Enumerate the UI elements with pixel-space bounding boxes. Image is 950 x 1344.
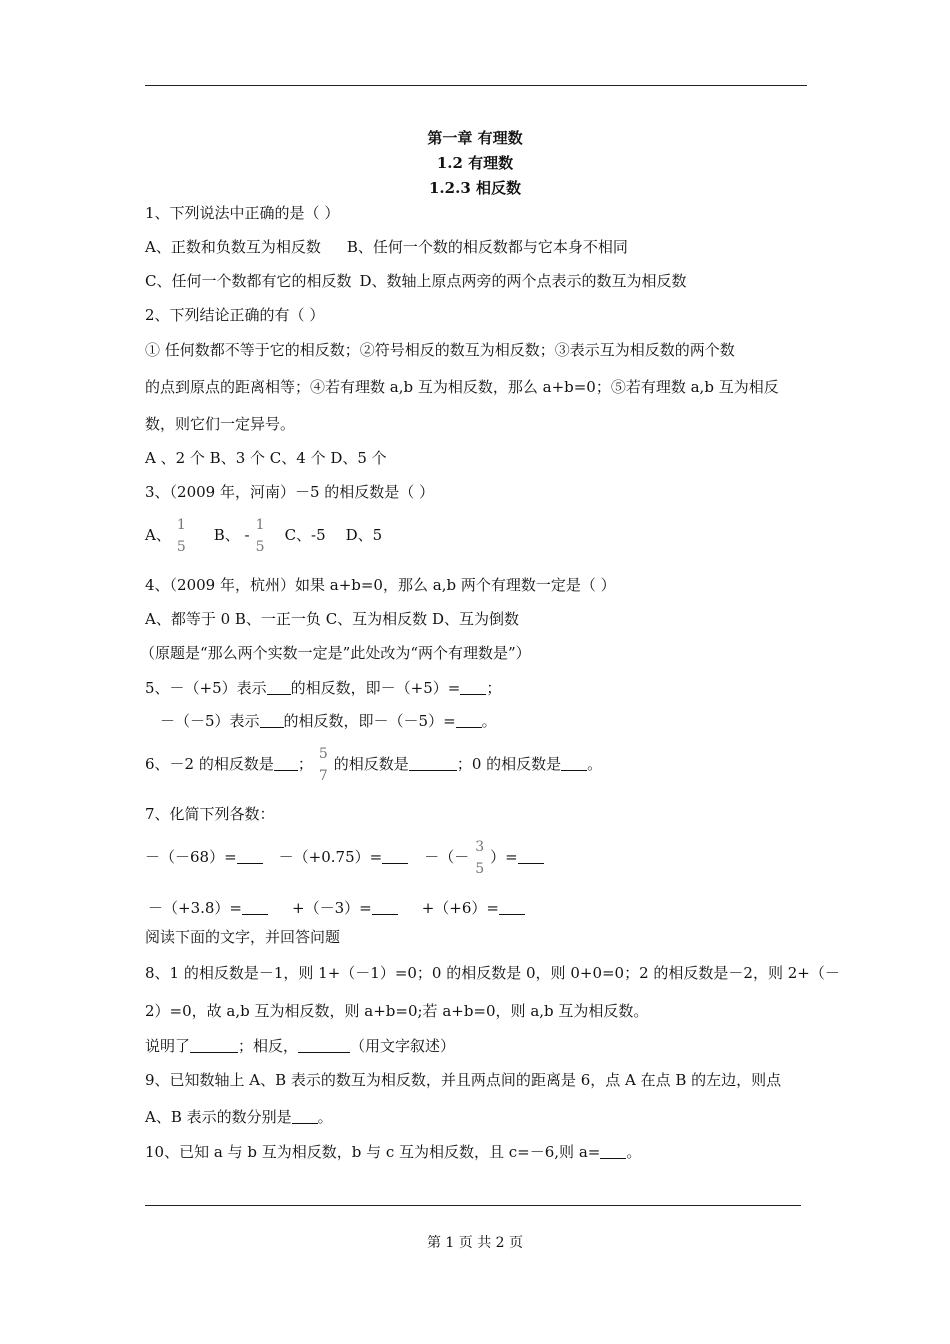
q7-expression: －（－ (424, 848, 470, 866)
q7-row-1 (145, 838, 544, 877)
q3-stem: 3、（2009 年，河南）－5 的相反数是（ ） (145, 483, 435, 501)
q2-line-2: 的点到原点的距离相等；④若有理数 a,b 互为相反数，那么 a+b=0；⑤若有理数 a,b 互为相反 (145, 378, 779, 396)
q6-text: 6、－2 的相反数是 (145, 755, 274, 773)
answer-blank[interactable] (292, 1108, 318, 1124)
fraction-numerator: 1 (176, 517, 186, 533)
q7-expression: ）= (490, 848, 518, 866)
answer-blank[interactable] (267, 679, 291, 695)
q8-text: 说明了 (145, 1037, 191, 1055)
q8-text: ；相反， (238, 1037, 299, 1055)
fraction-numerator: 1 (255, 517, 265, 533)
subsection-title: 1.2.3 相反数 (429, 179, 521, 197)
reading-intro: 阅读下面的文字，并回答问题 (145, 928, 341, 946)
q8-text: （用文字叙述） (350, 1037, 456, 1055)
q1-option-d: D、数轴上原点两旁的两个点表示的数互为相反数 (359, 272, 687, 290)
q2-line-3: 数，则它们一定异号。 (145, 415, 296, 433)
section-title: 1.2 有理数 (436, 154, 514, 172)
q9-line-2 (145, 1106, 333, 1128)
q3-fraction-a (175, 517, 188, 555)
q5-text: 5、－（+5）表示 (145, 679, 267, 697)
q5-text: 的相反数，即－（－5）= (283, 712, 456, 730)
fraction-numerator: 3 (475, 839, 485, 855)
q7-stem: 7、化简下列各数： (145, 805, 275, 823)
q6-line (145, 745, 602, 784)
footer-rule (145, 1205, 801, 1206)
answer-blank[interactable] (190, 1037, 238, 1053)
answer-blank[interactable] (260, 712, 284, 728)
answer-blank[interactable] (561, 755, 587, 771)
answer-blank[interactable] (274, 755, 298, 771)
q8-line-1: 8、1 的相反数是－1，则 1+（－1）=0；0 的相反数是 0，则 0+0=0；2 的相反数是－2，则 2+（－ (145, 964, 840, 982)
q10-text: 。 (626, 1143, 642, 1161)
answer-blank[interactable] (242, 899, 268, 915)
answer-blank[interactable] (518, 848, 544, 864)
fraction-denominator: 5 (475, 861, 485, 877)
q7-expression: －（+0.75）= (278, 848, 383, 866)
q7-row-2 (148, 897, 525, 919)
q3-options (145, 516, 382, 555)
fraction-denominator: 7 (318, 768, 328, 784)
fraction-denominator: 5 (255, 539, 265, 555)
answer-blank[interactable] (298, 1037, 350, 1053)
q5-line-2 (160, 710, 497, 732)
q4-options: A、都等于 0 B、一正一负 C、互为相反数 D、互为倒数 (145, 610, 519, 628)
q6-fraction (317, 746, 330, 784)
q5-text: ； (486, 679, 502, 697)
q10-text: 10、已知 a 与 b 互为相反数，b 与 c 互为相反数，且 c=－6,则 a= (145, 1143, 601, 1161)
q8-line-2: 2）=0，故 a,b 互为相反数，则 a+b=0;若 a+b=0，则 a,b 互为相反数。 (145, 1002, 649, 1020)
page-number: 第 1 页 共 2 页 (426, 1235, 524, 1251)
q3-option-d: D、5 (345, 526, 383, 544)
answer-blank[interactable] (382, 848, 408, 864)
q2-options: A 、2 个 B、3 个 C、4 个 D、5 个 (145, 449, 387, 467)
answer-blank[interactable] (409, 755, 457, 771)
q1-option-c: C、任何一个数都有它的相反数 (145, 272, 352, 290)
q5-text: 的相反数，即－（+5）= (290, 679, 461, 697)
q7-expression: －（+3.8）= (148, 899, 242, 917)
q6-text: 的相反数是 (333, 755, 409, 773)
answer-blank[interactable] (499, 899, 525, 915)
q7-expression: +（－3）= (292, 899, 372, 917)
q1-stem: 1、下列说法中正确的是（ ） (145, 204, 340, 222)
q1-option-a: A、正数和负数互为相反数 (145, 238, 321, 256)
q7-expression: －（－68）= (145, 848, 237, 866)
q4-stem: 4、（2009 年，杭州）如果 a+b=0，那么 a,b 两个有理数一定是（ ） (145, 576, 616, 594)
fraction-denominator: 5 (176, 539, 186, 555)
q4-note: （原题是“那么两个实数一定是”此处改为“两个有理数是”） (140, 644, 531, 662)
q8-line-3 (145, 1035, 455, 1057)
q2-stem: 2、下列结论正确的有（ ） (145, 306, 325, 324)
q7-expression: +（+6）= (421, 899, 499, 917)
answer-blank[interactable] (600, 1143, 626, 1159)
q9-line-1: 9、已知数轴上 A、B 表示的数互为相反数，并且两点间的距离是 6，点 A 在点 B 的左边，则点 (145, 1071, 782, 1089)
q5-text: －（－5）表示 (160, 712, 260, 730)
header-rule (145, 85, 807, 86)
q3-option-c: C、-5 (284, 526, 326, 544)
answer-blank[interactable] (372, 899, 398, 915)
q3-fraction-b (254, 517, 267, 555)
q9-text: A、B 表示的数分别是 (145, 1108, 292, 1126)
q3-option-b: B、 - (213, 526, 250, 544)
q9-text: 。 (317, 1108, 333, 1126)
q3-option-a: A、 (145, 526, 171, 544)
q10-line (145, 1141, 641, 1163)
q6-text: ； (297, 755, 313, 773)
q1-option-b: B、任何一个数的相反数都与它本身不相同 (346, 238, 628, 256)
q6-text: ；0 的相反数是 (456, 755, 562, 773)
fraction-numerator: 5 (318, 746, 328, 762)
answer-blank[interactable] (460, 679, 486, 695)
q5-text: 。 (481, 712, 497, 730)
q5-line-1 (145, 677, 501, 699)
q6-text: 。 (587, 755, 603, 773)
answer-blank[interactable] (456, 712, 482, 728)
answer-blank[interactable] (237, 848, 263, 864)
q1-options-cd (145, 270, 687, 292)
q7-fraction (473, 839, 486, 877)
chapter-title: 第一章 有理数 (427, 129, 523, 147)
q2-line-1: ① 任何数都不等于它的相反数；②符号相反的数互为相反数；③表示互为相反数的两个数 (145, 341, 735, 359)
q1-options-ab (145, 236, 628, 258)
